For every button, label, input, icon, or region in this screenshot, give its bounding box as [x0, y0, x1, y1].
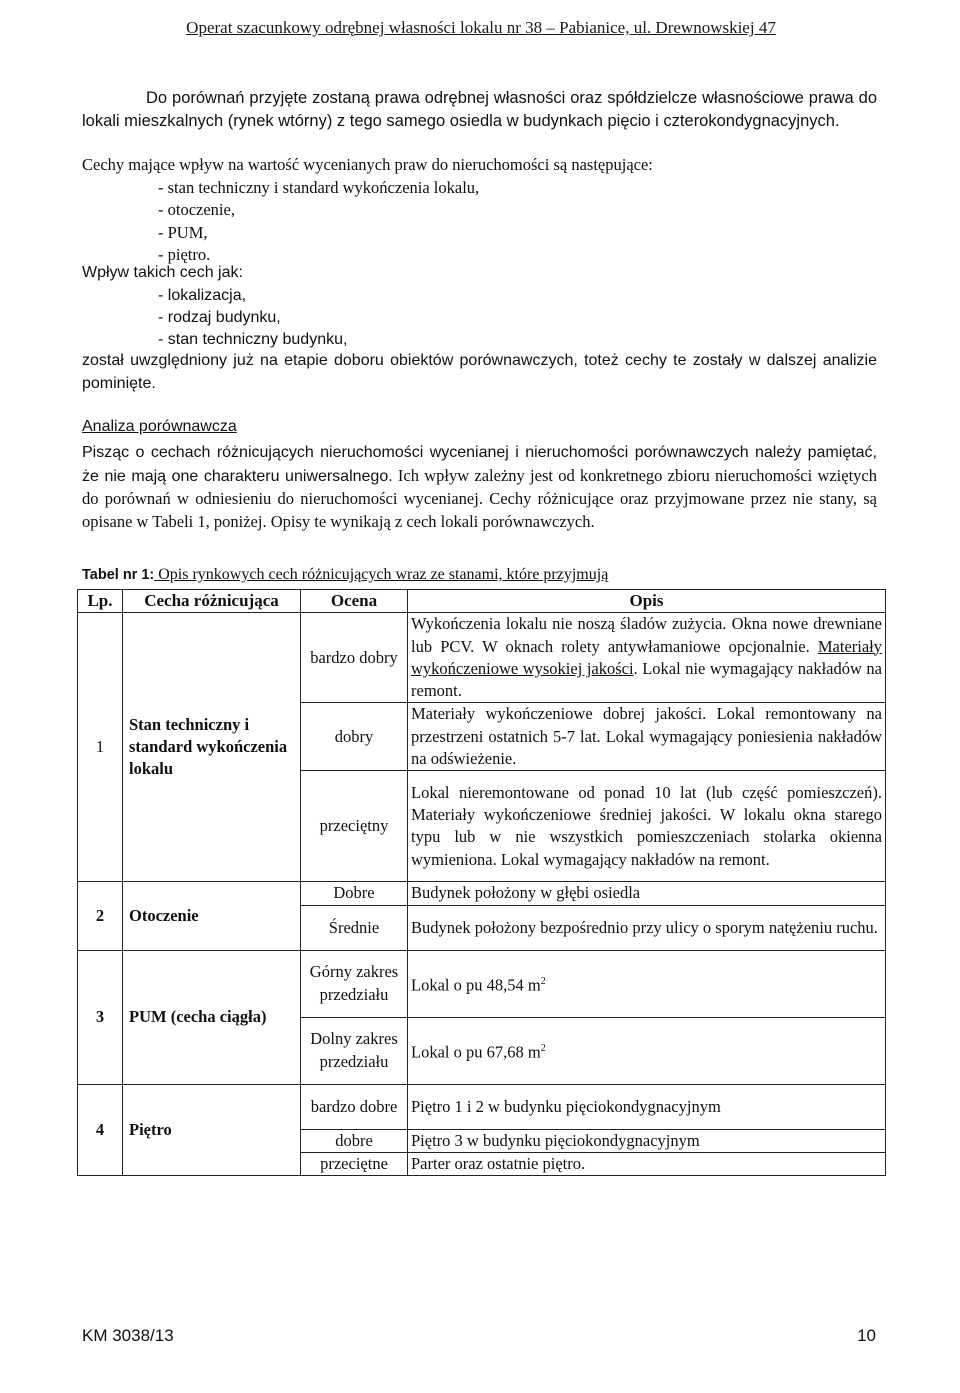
row-lp: 2 [78, 882, 123, 950]
row-ocena: Średnie [301, 905, 408, 950]
table-row [78, 950, 886, 1017]
opis-underlined: Materiały wykończeniowe wysokiej jakości [411, 636, 882, 678]
page-number: 10 [857, 1326, 876, 1345]
row-opis: Piętro 1 i 2 w budynku pięciokondygnacyjnym [408, 1084, 886, 1129]
row-ocena: dobre [301, 1129, 408, 1152]
list-item: - rodzaj budynku, [158, 309, 281, 326]
opis-text: Lokal o pu 67,68 m [411, 1042, 541, 1062]
table-row [78, 882, 886, 905]
intro-lead-2: Wpływ takich cech jak: [82, 264, 243, 281]
header-cecha: Cecha różnicująca [123, 590, 301, 613]
list-item: - piętro. [158, 245, 211, 264]
list-item: - stan techniczny i standard wykończenia lokalu, [158, 178, 480, 197]
row-ocena: Dolny zakres przedziału [301, 1017, 408, 1084]
row-lp: 1 [78, 613, 123, 882]
features-table [77, 589, 886, 1176]
row-lp: 4 [78, 1084, 123, 1176]
row-ocena: Dobre [301, 882, 408, 905]
row-ocena: bardzo dobre [301, 1084, 408, 1129]
list-item: - PUM, [158, 223, 208, 242]
row-opis [408, 1017, 886, 1084]
row-cecha: Stan techniczny i standard wykończenia lokalu [123, 613, 301, 882]
opis-sup: 2 [540, 975, 546, 987]
analysis-paragraph [82, 441, 877, 533]
table-caption [82, 566, 608, 584]
caption-text: Opis rynkowych cech różnicujących wraz ze stanami, które przyjmują [154, 566, 609, 583]
header-ocena: Ocena [301, 590, 408, 613]
row-opis: Budynek położony w głębi osiedla [408, 882, 886, 905]
row-ocena: bardzo dobry [301, 613, 408, 703]
row-opis [408, 613, 886, 703]
intro-paragraph-1: Do porównań przyjęte zostaną prawa odrębnej własności oraz spółdzielcze własnościowe prawa do lokali mieszkalnych (rynek wtórny) z tego samego osiedla w budynkach pięcio i czterokondygnacyjnych. [82, 89, 877, 130]
caption-label: Tabel nr 1: [82, 567, 155, 583]
table-header-row [78, 590, 886, 613]
opis-sup: 2 [540, 1042, 546, 1054]
opis-text: Lokal o pu 48,54 m [411, 975, 541, 995]
document-reference: KM 3038/13 [82, 1326, 174, 1345]
row-opis: Piętro 3 w budynku pięciokondygnacyjnym [408, 1129, 886, 1152]
analysis-text-b: Ich wpływ zależny jest od konkretnego zbioru nieruchomości wziętych do porównań w odniesieniu do nieruchomości wycenianej. Cechy różnicujące oraz przyjmowane przez nie stany, są opisane w Tabeli 1, poniżej. Opisy te wynikają z cech lokali porównawczych. [82, 465, 877, 531]
list-item: - otoczenie, [158, 200, 235, 219]
list-item: - stan techniczny budynku, [158, 331, 348, 348]
row-opis [408, 950, 886, 1017]
row-opis: Materiały wykończeniowe dobrej jakości. Lokal remontowany na przestrzeni ostatnich 5-7 lat. Lokal wymagający poniesienia nakładów na odświeżenie. [408, 703, 886, 771]
opis-text: . Lokal nie wymagający nakładów na remont. [411, 658, 882, 701]
list-item: - lokalizacja, [158, 287, 247, 304]
row-cecha: PUM (cecha ciągła) [123, 950, 301, 1084]
table-row [78, 1084, 886, 1129]
analysis-text-a: Pisząc o cechach różnicujących nieruchomości wycenianej i nieruchomości porównawczych należy pamiętać, że nie mają one charakteru uniwersalnego. [82, 444, 877, 485]
table-row [78, 613, 886, 703]
section-heading: Analiza porównawcza [82, 418, 237, 435]
intro-lead: Cechy mające wpływ na wartość wycenianych praw do nieruchomości są następujące: [82, 155, 653, 174]
header-lp: Lp. [78, 590, 123, 613]
row-ocena: Górny zakres przedziału [301, 950, 408, 1017]
header-opis: Opis [408, 590, 886, 613]
intro-paragraph-3: został uwzględniony już na etapie doboru obiektów porównawczych, toteż cechy te zostały w dalszej analizie pominięte. [82, 352, 877, 392]
row-cecha: Piętro [123, 1084, 301, 1176]
row-ocena: dobry [301, 703, 408, 771]
row-lp: 3 [78, 950, 123, 1084]
page-header: Operat szacunkowy odrębnej własności lokalu nr 38 – Pabianice, ul. Drewnowskiej 47 [186, 18, 776, 37]
row-cecha: Otoczenie [123, 882, 301, 950]
row-opis: Parter oraz ostatnie piętro. [408, 1152, 886, 1175]
row-ocena: przeciętny [301, 771, 408, 882]
row-opis: Budynek położony bezpośrednio przy ulicy o sporym natężeniu ruchu. [408, 905, 886, 950]
row-ocena: przeciętne [301, 1152, 408, 1175]
row-opis: Lokal nieremontowane od ponad 10 lat (lub część pomieszczeń). Materiały wykończeniowe średniej jakości. W lokalu okna starego typu lub w nie wszystkich pomieszczeniach stolarka okienna wymieniona. Lokal wymagający nakładów na remont. [408, 771, 886, 882]
opis-text: Wykończenia lokalu nie noszą śladów zużycia. Okna nowe drewniane lub PCV. W oknach rolety antywłamaniowe opcjonalnie. [411, 614, 882, 656]
